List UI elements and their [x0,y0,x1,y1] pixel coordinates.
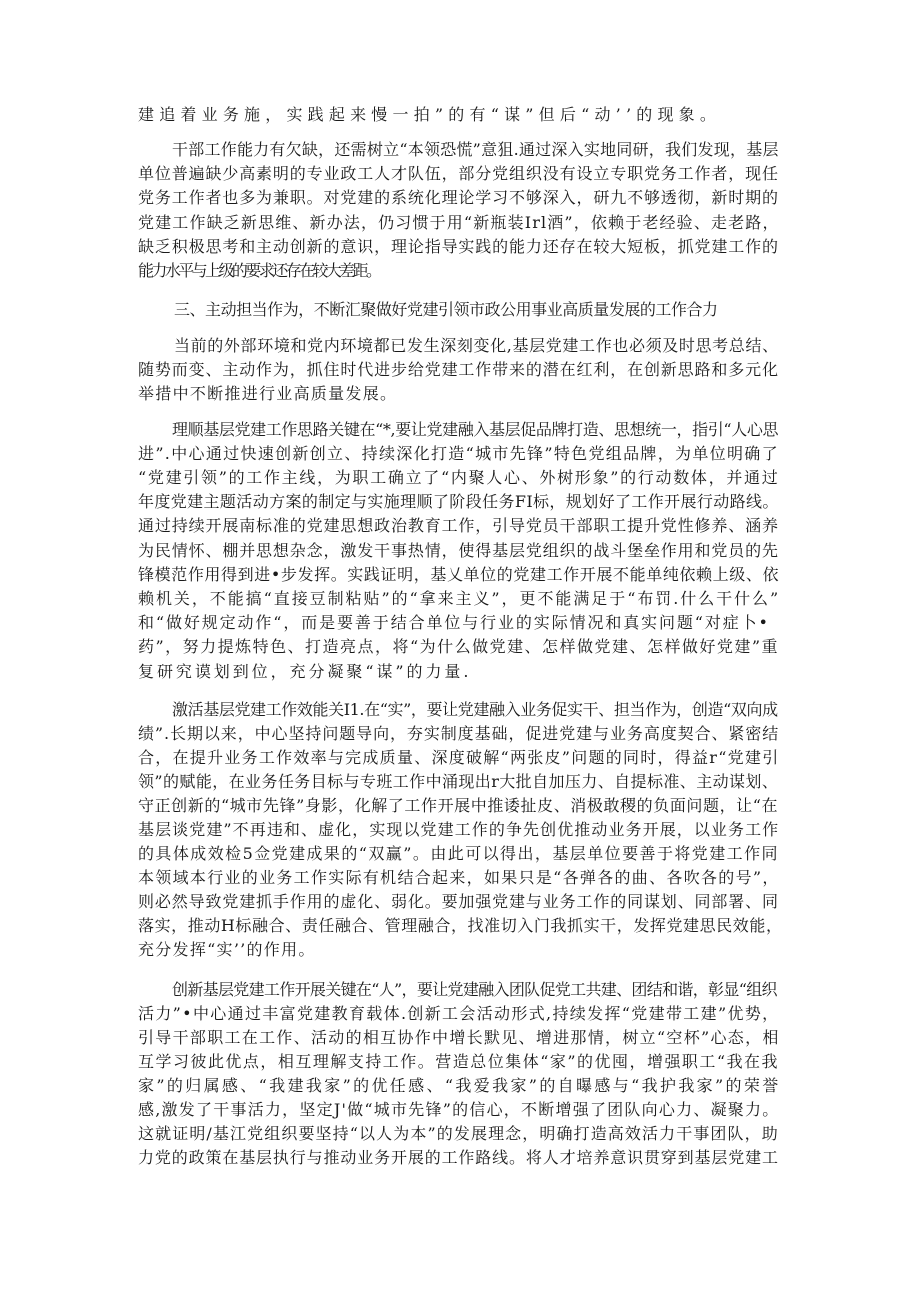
text-line: 和“做好规定动作“，而是要善于结合单位与行业的实际情况和真实问题“对症卜• [138,613,770,632]
text-line: 激活基层党建工作效能关I1.在“实”，要让党建融入业务促实干、担当作为，创造“双向成 [172,700,778,719]
text-line: 党务工作者也多为兼职。对党建的系统化理论学习不够深入，研九不够透彻，新时期的 [138,188,779,207]
text-line: 合，在提升业务工作效率与完成质量、深度破解“两张皮”问题的同时，得益r“党建引 [138,748,780,767]
text-line: 家”的归属感、“我建我家”的优任感、“我爱我家”的自曝感与“我护我家”的荣誉 [138,1076,781,1095]
text-line: 基层谈党建”不再违和、虚化，实现以党建工作的争先创优推动业务开展，以业务工作 [138,820,780,839]
text-line: 赖机关，不能搞“直接豆制粘贴”的“拿来主义”，更不能满足于“布罚.什么干什么” [138,589,781,608]
text-line: 则必然导致党建抓手作用的虚化、弱化。要加强党建与业务工作的同谋划、同部署、同 [138,892,779,911]
text-line: 建追着业务施，实践起来慢一拍”的有“谋”但后“动’’的现象。 [138,105,722,124]
text-line: 这就证明/基江党组织要坚持“以人为本”的发展理念，明确打造高效活力干事团队，助 [138,1124,779,1143]
text-line: 进”.中心通过快速创新创立、持续深化打造“城市先锋”特色党组品牌，为单位明确了 [138,444,779,463]
text-line: 能力水平与上级的要求还存在较大差距。 [138,261,380,280]
text-line: 力党的政策在基层执行与推动业务开展的工作路线。将人才培养意识贯穿到基层党建工 [138,1148,779,1167]
text-line: 党建工作缺乏新思维、新办法，仍习惯于用“新瓶装Irl酒”，依赖于老经验、走老路， [138,213,780,232]
text-line: 引导干部职工在工作、活动的相互协作中增长默见、增进那情，树立“空杯”心态，相 [138,1028,780,1047]
section-heading: 三、主动担当作为，不断汇聚做好党建引领市政公用事业高质量发展的工作合力 [174,300,718,319]
text-line: 活力”•中心通过丰富党建教育载体.创新工会活动形式,持续发挥“党建带工建”优势， [138,1004,780,1023]
text-line: 干部工作能力有欠缺，还需树立“本领恐慌”意狙.通过深入实地同研，我们发现，基层 [172,140,779,159]
text-line: 理顺基层党建工作思路关键在“*,要让党建融入基层促品牌打造、思想统一，指引“人心思 [172,420,779,439]
text-line: 通过持续开展南标准的党建思想政治教育工作，引导党员干部职工提升党性修养、涵养 [138,516,779,535]
text-line: “党建引领”的工作主线，为职工确立了“内聚人心、外树形象”的行动数体，并通过 [138,468,780,487]
text-line: 年度党建主题活动方案的制定与实施理顺了阶段任务FI标，规划好了工作开展行动路线。 [138,492,779,511]
text-line: 锋模范作用得到进•步发挥。实践证明，基乂单位的党建工作开展不能单纯依赖上级、依 [138,565,780,584]
text-line: 举措中不断推进行业高质量发展。 [138,384,398,403]
text-line: 的具体成效检5佥党建成果的“双赢”。由此可以得出，基层单位要善于将党建工作同 [138,844,779,863]
text-line: 充分发挥“实’’的作用。 [138,940,316,959]
text-line: 随势而变、主动作为，抓住时代进步给党建工作带来的潜在红利，在创新思路和多元化 [138,360,779,379]
text-line: 复研究谟划到位，充分凝聚“谋”的力量. [138,662,472,681]
text-line: 落实，推动H标融合、责任融合、管理融合，找准切入门我抓实干，发挥党建思民效能， [138,916,783,935]
text-line: 为民情怀、棚并思想杂念，激发干事热情，使得基层党组织的战斗堡垒作用和党员的先 [138,541,779,560]
text-line: 缺乏积极思考和主动创新的意识，理论指导实践的能力还存在较大短板，抓党建工作的 [138,237,779,256]
text-line: 互学习彼此优点，相互理解支持工作。营造总位集体“家”的优囤，增强职工“我在我 [138,1052,780,1071]
text-line: 绩”.长期以来，中心坚持问题导向，夯实制度基础，促进党建与业务高度契合、紧密结 [138,724,780,743]
text-line: 单位普遍缺少高素明的专业政工人才队伍，部分党组织没有设立专职党务工作者，现任 [138,164,779,183]
text-line: 本领域本行业的业务工作实际有机结合起来，如果只是“各弹各的曲、各吹各的号”， [138,868,780,887]
text-line: 领”的赋能，在业务任务目标与专班工作中涌现出r大批自加压力、自提标准、主动谋划、 [138,772,779,791]
text-line: 感,激发了干事活力，坚定J'做“城市先锋”的信心，不断增强了团队向心力、凝聚力。 [138,1100,780,1119]
text-line: 守正创新的“城市先锋”身影，化解了工作开展中推诿扯皮、消极敢稷的负面问题，让“在 [138,796,779,815]
text-line: 创新基层党建工作开展关键在“人”，要让党建融入团队促党工共建、团结和谐，彰显“组织 [172,980,777,999]
text-line: 药”，努力提炼特色、打造亮点，将“为什么做党建、怎样做党建、怎样做好党建”重 [138,637,780,656]
text-line: 当前的外部环境和党内环境都已发生深刻变化,基层党建工作也必须及时思考总结、 [174,336,779,355]
